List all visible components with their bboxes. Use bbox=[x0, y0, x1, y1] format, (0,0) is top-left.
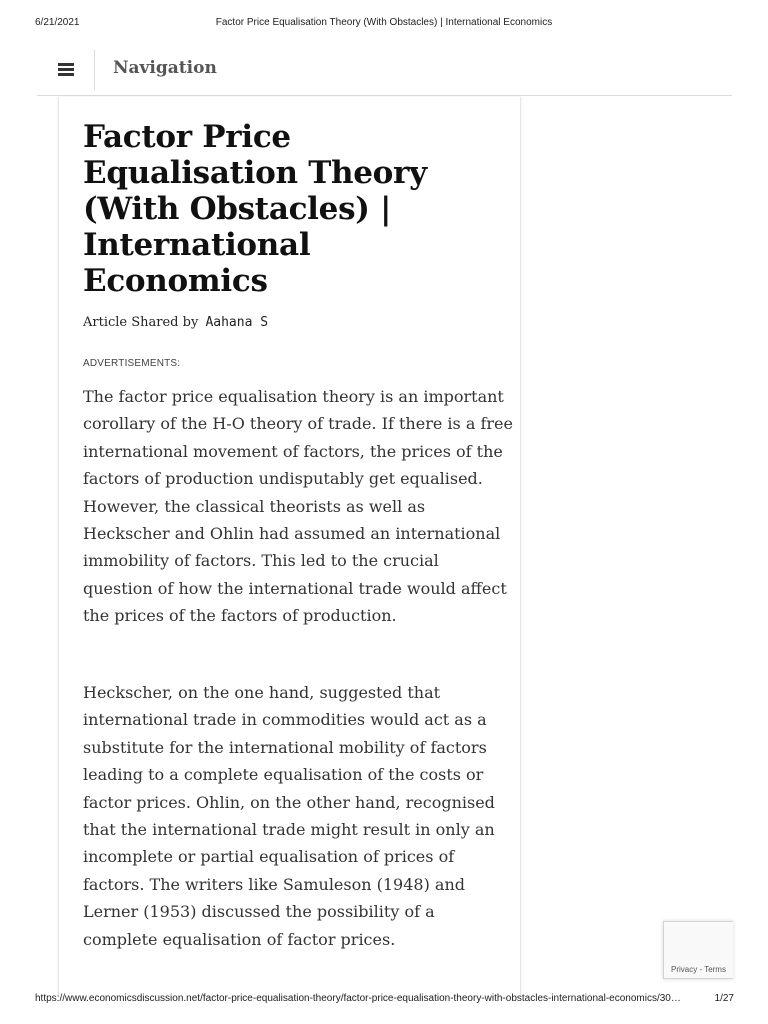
article-paragraph-2: Heckscher, on the one hand, suggested that international trade in commodities would act as a substitute for the international mobility of factors leading to a complete equalisation of the costs or factor prices. Ohlin, on the other hand, recognised that the international trade might result in only an incomplete or partial equalisation of prices of factors. The writers like Samuleson (1948) and Lerner (1953) discussed the possibility of a complete equalisation of factor prices. bbox=[83, 683, 495, 949]
byline-prefix: Article Shared by bbox=[83, 315, 199, 330]
print-date: 6/21/2021 bbox=[35, 17, 80, 28]
recaptcha-badge[interactable] bbox=[663, 921, 733, 979]
recaptcha-privacy-terms-links[interactable]: Privacy - Terms bbox=[671, 965, 726, 974]
nav-divider bbox=[94, 50, 95, 90]
print-header bbox=[0, 15, 768, 31]
article-card bbox=[58, 97, 521, 997]
article-title: Factor Price Equalisation Theory (With Obstacles) | International Economics bbox=[83, 119, 427, 299]
print-url: https://www.economicsdiscussion.net/factor-price-equalisation-theory/factor-price-equalisation-theory-with-obstacles-international-economics/30… bbox=[35, 993, 681, 1004]
article-paragraph-1: The factor price equalisation theory is an important corollary of the H-O theory of trade. If there is a free international movement of factors, the prices of the factors of production undisputably get equalised. However, the classical theorists as well as Heckscher and Ohlin had assumed an international immobility of factors. This led to the crucial question of how the international trade would affect the prices of the factors of production. bbox=[83, 387, 513, 626]
article-byline bbox=[83, 315, 268, 330]
author-link[interactable]: Aahana S bbox=[205, 315, 269, 330]
print-page-title: Factor Price Equalisation Theory (With Obstacles) | International Economics bbox=[215, 17, 553, 28]
page-number: 1/27 bbox=[714, 993, 734, 1004]
print-footer bbox=[0, 993, 768, 1007]
advertisements-label: ADVERTISEMENTS: bbox=[83, 358, 181, 369]
navigation-link[interactable]: Navigation bbox=[113, 58, 217, 78]
hamburger-menu-icon[interactable] bbox=[58, 63, 74, 76]
navigation-bar bbox=[37, 48, 732, 96]
